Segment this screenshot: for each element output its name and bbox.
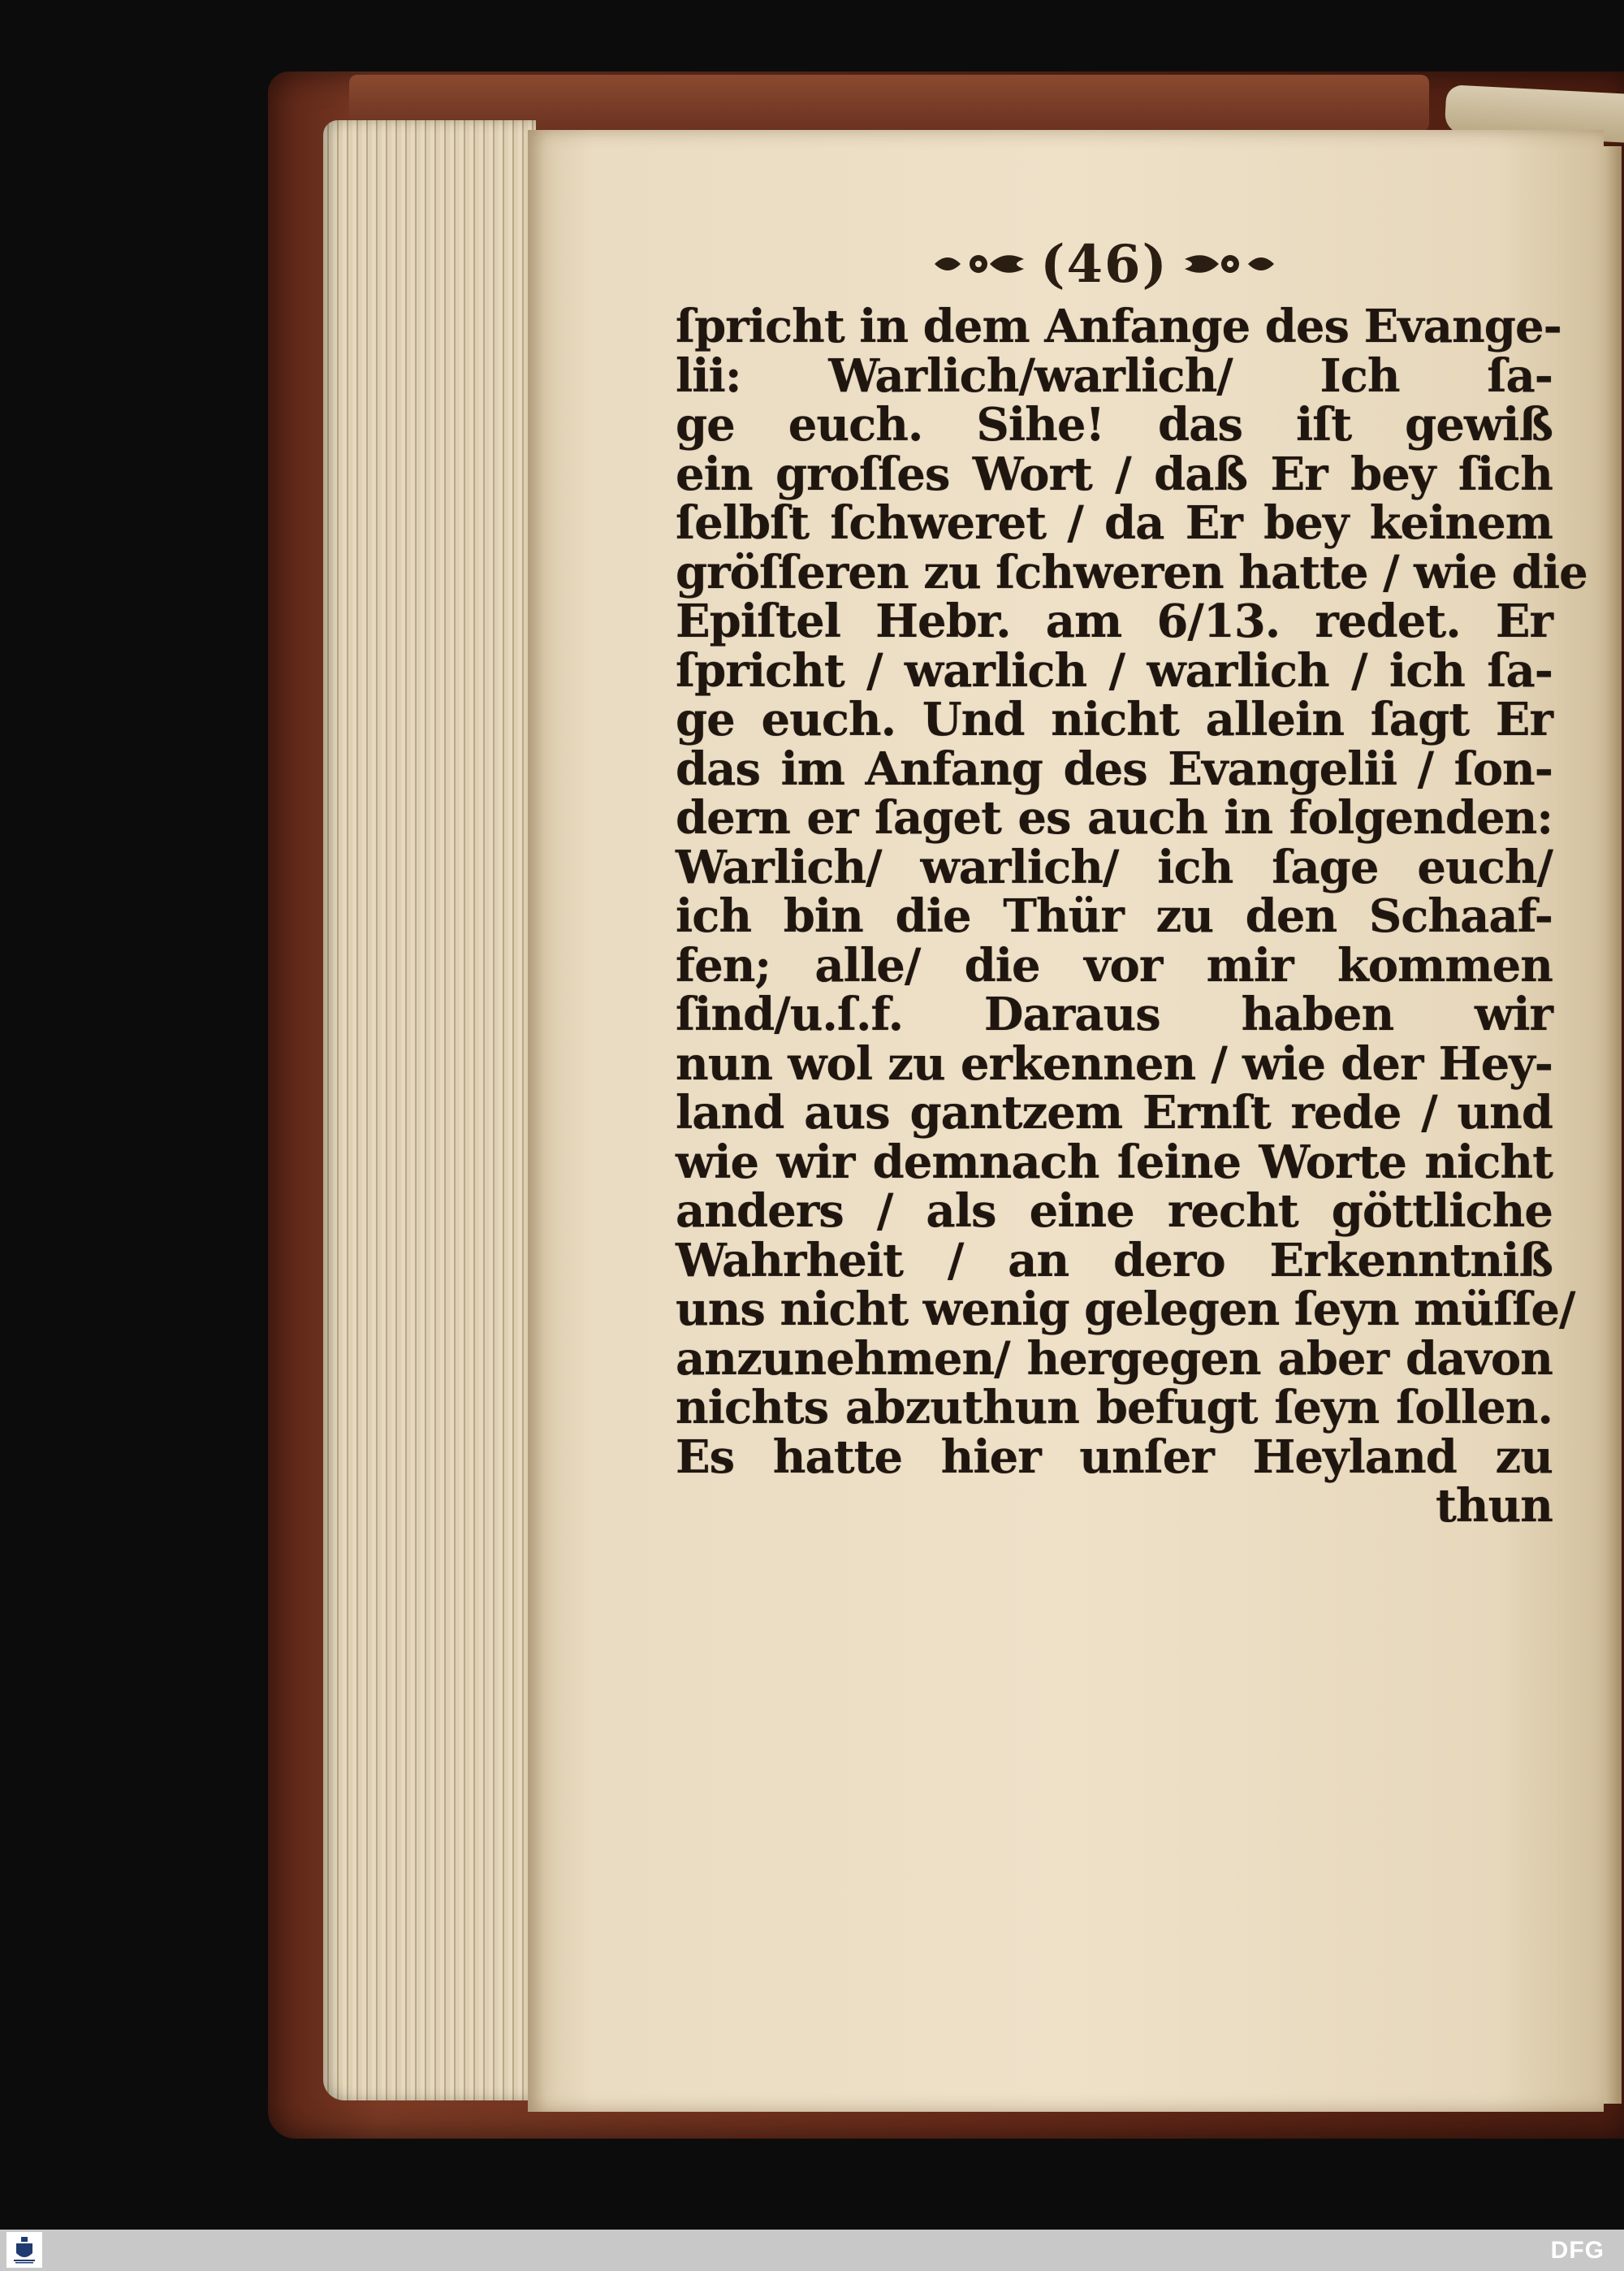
text-line: anders / als eine recht göttliche [676,1184,1553,1238]
text-line: nichts abzuthun befugt ſeyn ſollen. [676,1381,1553,1434]
fleuron-ornament-left [931,248,1029,280]
text-line: ſpricht / warlich / warlich / ich ſa- [676,643,1553,698]
text-line: anzunehmen/ hergegen aber davon [676,1331,1553,1386]
text-line: gröſſeren zu ſchweren hatte / wie die [676,545,1587,599]
text-line: land aus gantzem Ernſt rede / und [676,1086,1553,1140]
text-line: ich bin die Thür zu den Schaaf- [676,889,1553,943]
dfg-logo[interactable]: DFG [1550,2237,1605,2264]
text-line: Epiſtel Hebr. am 6/13. redet. Er [676,595,1553,648]
text-line: wie wir demnach ſeine Worte nicht [676,1135,1553,1189]
catchword: thun [1435,1479,1553,1533]
text-line: lii: Warlich/warlich/ Ich ſa- [676,348,1553,403]
text-line: ſind/u.ſ.f. Daraus haben wir [676,988,1553,1041]
crest-glyph-icon [12,2235,37,2265]
text-line: das im Anfang des Evangelii / ſon- [676,742,1553,796]
text-line: ge euch. Sihe! das iſt gewiß [676,398,1553,452]
text-line: ein groſſes Wort / daß Er bey ſich [676,447,1553,501]
library-crest-icon[interactable] [6,2232,42,2268]
text-line: ſpricht in dem Anfange des Evange- [676,300,1561,353]
fleuron-ornament-right [1180,248,1277,280]
page-number: (46) [1040,233,1168,295]
text-line: uns nicht wenig gelegen ſeyn müſſe/ [676,1283,1575,1336]
body-text [676,300,1587,1533]
text-line: Warlich/ warlich/ ich ſage euch/ [676,840,1553,894]
text-line: dern er ſaget es auch in folgenden: [676,791,1553,845]
text-line: Es hatte hier unſer Heyland zu [676,1430,1553,1484]
page-edges [323,120,536,2100]
text-line: ge euch. Und nicht allein ſagt Er [676,693,1553,746]
text-line: Wahrheit / an dero Erkenntniß [676,1233,1553,1287]
page-header [926,227,1283,301]
text-line: ſelbſt ſchweret / da Er bey keinem [676,496,1553,550]
page-gutter-edge [1604,146,1622,2104]
text-line: fen; alle/ die vor mir kommen [676,938,1553,993]
text-line: nun wol zu erkennen / wie der Hey- [676,1036,1553,1091]
viewer-footer-bar [0,2230,1624,2271]
